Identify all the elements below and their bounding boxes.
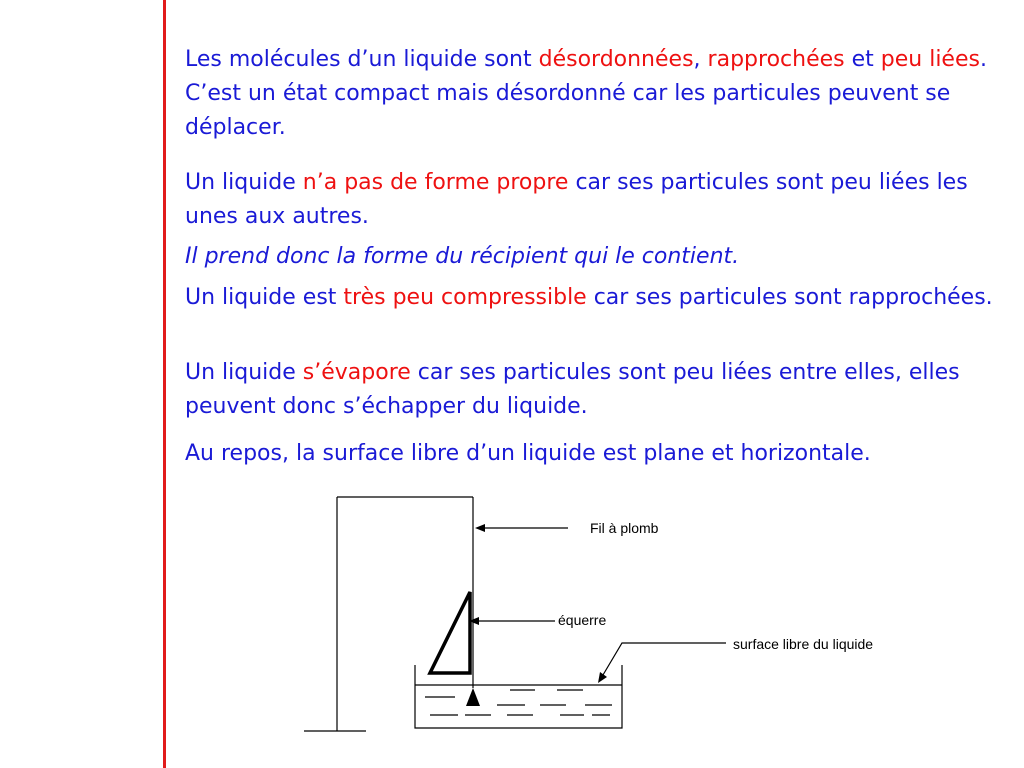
plumb-bob	[466, 688, 480, 706]
label-plumb-line: Fil à plomb	[590, 520, 659, 536]
emphasis-weakly-bound: peu liées	[880, 47, 980, 72]
arrowhead	[475, 524, 485, 532]
label-set-square: équerre	[558, 612, 607, 628]
set-square	[430, 592, 470, 673]
text-span: Un liquide	[185, 170, 303, 195]
emphasis-close: rapprochées	[707, 47, 845, 72]
emphasis-evaporates: s’évapore	[302, 360, 411, 385]
label-free-surface: surface libre du liquide	[733, 636, 874, 652]
text-span: car ses particules sont rapprochées.	[586, 285, 993, 310]
text-span: . C’est un état compact mais désordonné car les particules peuvent se déplacer.	[185, 47, 987, 140]
text-span: et	[844, 47, 881, 72]
text-span: Un liquide	[185, 360, 303, 385]
text-span: Un liquide est	[185, 285, 344, 310]
paragraph-free-surface: Au repos, la surface libre d’un liquide est plane et horizontale.	[185, 441, 871, 466]
arrowhead	[598, 672, 607, 683]
text-span: Les molécules d’un liquide sont	[185, 47, 539, 72]
arrow-free-surface	[600, 643, 726, 680]
text-span: ,	[693, 47, 708, 72]
text-span: car ses particules sont peu liées entre elles, elles peuvent donc s’échapper du liquide.	[185, 360, 960, 419]
paragraph-container-shape: Il prend donc la forme du récipient qui le contient.	[185, 244, 740, 269]
liquid-hatching	[425, 690, 612, 715]
emphasis-no-shape: n’a pas de forme propre	[302, 170, 569, 195]
emphasis-compressible: très peu compressible	[343, 285, 587, 310]
text-span: car ses particules sont peu liées les unes aux autres.	[185, 170, 968, 229]
emphasis-disordered: désordonnées	[538, 47, 694, 72]
